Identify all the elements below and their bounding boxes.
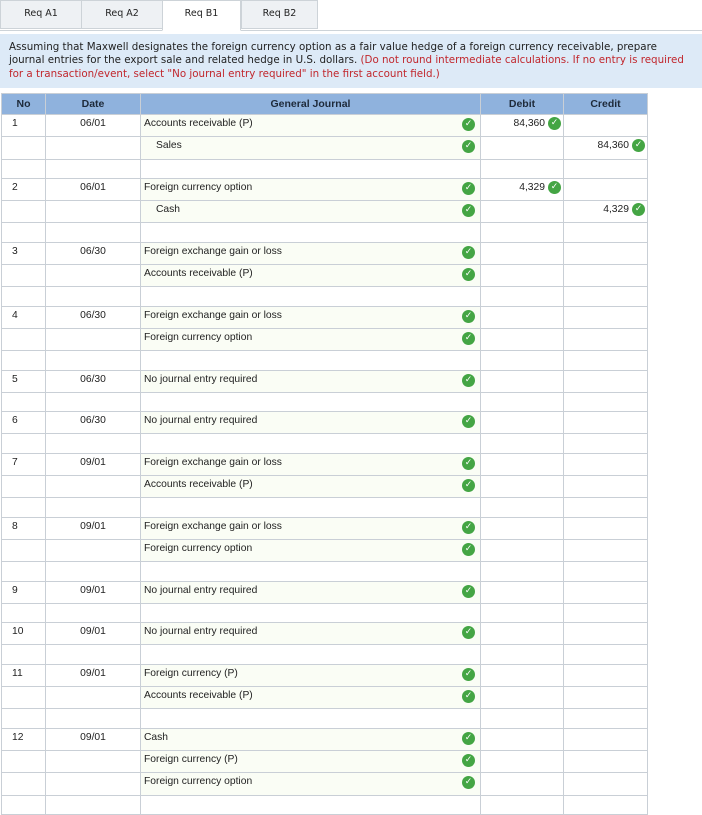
journal-entry-line [2, 265, 648, 287]
spacer-cell [2, 562, 46, 581]
entry-number: 1 [2, 115, 46, 137]
debit-field[interactable] [481, 370, 564, 392]
spacer-cell [141, 159, 481, 178]
spacer-cell [46, 159, 141, 178]
spacer-cell [2, 709, 46, 728]
credit-field[interactable] [564, 137, 648, 159]
spacer-cell [481, 392, 564, 411]
account-field[interactable] [141, 539, 481, 561]
credit-field[interactable] [564, 476, 648, 498]
correct-check-icon: ✓ [462, 690, 475, 703]
credit-field[interactable] [564, 623, 648, 645]
account-field[interactable] [141, 476, 481, 498]
entry-spacer-row [2, 434, 648, 453]
entry-number [2, 265, 46, 287]
credit-field[interactable] [564, 773, 648, 795]
account-field[interactable] [141, 581, 481, 603]
debit-field[interactable] [481, 664, 564, 686]
account-field[interactable] [141, 664, 481, 686]
journal-entry-line [2, 201, 648, 223]
entry-date[interactable]: 06/30 [46, 412, 141, 434]
correct-check-icon: ✓ [462, 118, 475, 131]
spacer-cell [46, 795, 141, 814]
spacer-cell [564, 434, 648, 453]
entry-number: 2 [2, 178, 46, 200]
spacer-cell [46, 645, 141, 664]
spacer-cell [2, 287, 46, 306]
debit-field[interactable] [481, 687, 564, 709]
spacer-cell [481, 159, 564, 178]
account-field[interactable] [141, 773, 481, 795]
account-field[interactable] [141, 201, 481, 223]
tab-req-b2[interactable]: Req B2 [241, 0, 318, 29]
account-name: Foreign exchange gain or loss [144, 309, 282, 321]
account-name: No journal entry required [144, 626, 258, 638]
entry-date[interactable]: 09/01 [46, 728, 141, 750]
credit-field[interactable] [564, 370, 648, 392]
journal-entry-line [2, 581, 648, 603]
journal-entry-line [2, 687, 648, 709]
spacer-cell [481, 434, 564, 453]
correct-check-icon: ✓ [548, 117, 561, 130]
spacer-cell [46, 287, 141, 306]
spacer-cell [2, 223, 46, 242]
account-field[interactable] [141, 242, 481, 264]
entry-date[interactable]: 06/01 [46, 115, 141, 137]
spacer-cell [141, 351, 481, 370]
account-name: Foreign currency (P) [144, 667, 238, 679]
entry-number [2, 687, 46, 709]
spacer-cell [141, 562, 481, 581]
correct-check-icon: ✓ [462, 310, 475, 323]
debit-field[interactable] [481, 328, 564, 350]
spacer-cell [141, 603, 481, 622]
spacer-cell [564, 159, 648, 178]
spacer-cell [481, 645, 564, 664]
journal-entry-line [2, 115, 648, 137]
spacer-cell [2, 603, 46, 622]
spacer-cell [141, 287, 481, 306]
entry-number [2, 201, 46, 223]
debit-field[interactable] [481, 476, 564, 498]
journal-entry-line [2, 664, 648, 686]
spacer-cell [2, 159, 46, 178]
spacer-cell [141, 434, 481, 453]
account-field[interactable] [141, 623, 481, 645]
debit-field[interactable] [481, 750, 564, 772]
tab-req-a2[interactable]: Req A2 [81, 0, 163, 29]
entry-date[interactable]: 06/30 [46, 242, 141, 264]
header-date: Date [46, 94, 141, 115]
correct-check-icon: ✓ [462, 182, 475, 195]
entry-spacer-row [2, 223, 648, 242]
debit-field[interactable] [481, 242, 564, 264]
correct-check-icon: ✓ [462, 754, 475, 767]
debit-field[interactable] [481, 453, 564, 475]
account-name: Accounts receivable (P) [144, 479, 253, 491]
spacer-cell [46, 392, 141, 411]
entry-spacer-row [2, 562, 648, 581]
correct-check-icon: ✓ [462, 457, 475, 470]
account-name: Cash [144, 731, 169, 743]
spacer-cell [564, 795, 648, 814]
tab-bar [0, 0, 702, 30]
spacer-cell [141, 223, 481, 242]
tab-divider [0, 30, 702, 31]
journal-entry-line [2, 306, 648, 328]
account-field[interactable] [141, 265, 481, 287]
spacer-cell [481, 351, 564, 370]
account-name: Foreign currency option [144, 776, 253, 788]
debit-field[interactable] [481, 201, 564, 223]
spacer-cell [564, 498, 648, 517]
account-name: Foreign currency (P) [144, 753, 238, 765]
debit-amount: 4,329 [519, 181, 545, 193]
entry-date[interactable]: 06/30 [46, 370, 141, 392]
account-field[interactable] [141, 370, 481, 392]
entry-number: 10 [2, 623, 46, 645]
entry-spacer-row [2, 603, 648, 622]
journal-entry-line [2, 370, 648, 392]
entry-number: 9 [2, 581, 46, 603]
spacer-cell [564, 223, 648, 242]
spacer-cell [46, 709, 141, 728]
spacer-cell [46, 223, 141, 242]
entry-date[interactable] [46, 539, 141, 561]
entry-date[interactable]: 09/01 [46, 623, 141, 645]
entry-date[interactable]: 09/01 [46, 453, 141, 475]
correct-check-icon: ✓ [462, 732, 475, 745]
tab-req-b1[interactable]: Req B1 [162, 0, 241, 31]
header-general-journal: General Journal [141, 94, 481, 115]
correct-check-icon: ✓ [632, 203, 645, 216]
entry-spacer-row [2, 709, 648, 728]
entry-spacer-row [2, 498, 648, 517]
entry-date[interactable] [46, 201, 141, 223]
entry-date[interactable] [46, 137, 141, 159]
credit-field[interactable] [564, 201, 648, 223]
journal-entry-line [2, 539, 648, 561]
correct-check-icon: ✓ [462, 585, 475, 598]
debit-field[interactable] [481, 517, 564, 539]
spacer-cell [481, 795, 564, 814]
entry-number: 7 [2, 453, 46, 475]
credit-field[interactable] [564, 412, 648, 434]
account-name: Foreign exchange gain or loss [144, 245, 282, 257]
entry-spacer-row [2, 351, 648, 370]
debit-field[interactable] [481, 773, 564, 795]
account-field[interactable] [141, 728, 481, 750]
account-name: No journal entry required [144, 415, 258, 427]
spacer-cell [564, 287, 648, 306]
table-header-row [2, 94, 648, 115]
account-name: No journal entry required [144, 584, 258, 596]
credit-amount: 4,329 [603, 204, 629, 216]
account-field[interactable] [141, 115, 481, 137]
credit-field[interactable] [564, 306, 648, 328]
spacer-cell [46, 562, 141, 581]
entry-number: 6 [2, 412, 46, 434]
credit-field[interactable] [564, 517, 648, 539]
spacer-cell [2, 434, 46, 453]
entry-number: 12 [2, 728, 46, 750]
account-name: Accounts receivable (P) [144, 118, 253, 129]
correct-check-icon: ✓ [462, 415, 475, 428]
correct-check-icon: ✓ [548, 181, 561, 194]
entry-date[interactable] [46, 773, 141, 795]
account-field[interactable] [141, 750, 481, 772]
account-name: Foreign currency option [144, 542, 253, 554]
spacer-cell [141, 392, 481, 411]
correct-check-icon: ✓ [462, 140, 475, 153]
tab-req-a1[interactable]: Req A1 [0, 0, 82, 29]
entry-number [2, 750, 46, 772]
debit-amount: 84,360 [513, 118, 545, 129]
journal-entry-line [2, 328, 648, 350]
spacer-cell [564, 709, 648, 728]
journal-entry-line [2, 773, 648, 795]
journal-entry-line [2, 178, 648, 200]
debit-field[interactable] [481, 265, 564, 287]
correct-check-icon: ✓ [462, 332, 475, 345]
correct-check-icon: ✓ [462, 521, 475, 534]
spacer-cell [46, 603, 141, 622]
journal-table [1, 93, 648, 815]
credit-amount: 84,360 [597, 140, 629, 152]
debit-field[interactable] [481, 728, 564, 750]
account-name: Foreign currency option [144, 181, 253, 193]
instructions-text: Assuming that Maxwell designates the foreign currency option as a fair value hedge of a foreign currency receivable, prepare journal entries for the export sale and related hedge in U.S. dollars. [9, 41, 657, 67]
entry-date[interactable] [46, 687, 141, 709]
account-field[interactable] [141, 178, 481, 200]
entry-number [2, 539, 46, 561]
account-field[interactable] [141, 687, 481, 709]
header-credit: Credit [564, 94, 648, 115]
entry-date[interactable]: 09/01 [46, 581, 141, 603]
account-field[interactable] [141, 328, 481, 350]
entry-number [2, 773, 46, 795]
spacer-cell [564, 351, 648, 370]
debit-field[interactable] [481, 178, 564, 200]
credit-field[interactable] [564, 750, 648, 772]
correct-check-icon: ✓ [462, 204, 475, 217]
correct-check-icon: ✓ [632, 139, 645, 152]
spacer-cell [564, 562, 648, 581]
header-debit: Debit [481, 94, 564, 115]
entry-date[interactable] [46, 265, 141, 287]
correct-check-icon: ✓ [462, 268, 475, 281]
entry-number [2, 476, 46, 498]
entry-number: 8 [2, 517, 46, 539]
credit-field[interactable] [564, 265, 648, 287]
debit-field[interactable] [481, 581, 564, 603]
credit-field[interactable] [564, 539, 648, 561]
spacer-cell [46, 434, 141, 453]
entry-date[interactable]: 06/01 [46, 178, 141, 200]
spacer-cell [481, 223, 564, 242]
debit-field[interactable] [481, 306, 564, 328]
spacer-cell [481, 287, 564, 306]
account-field[interactable] [141, 453, 481, 475]
account-name: No journal entry required [144, 373, 258, 385]
correct-check-icon: ✓ [462, 246, 475, 259]
journal-entry-line [2, 453, 648, 475]
spacer-cell [141, 709, 481, 728]
correct-check-icon: ✓ [462, 543, 475, 556]
spacer-cell [141, 498, 481, 517]
account-field[interactable] [141, 517, 481, 539]
instructions-panel [0, 34, 702, 88]
spacer-cell [481, 562, 564, 581]
entry-number [2, 137, 46, 159]
entry-date[interactable]: 09/01 [46, 517, 141, 539]
header-no: No [2, 94, 46, 115]
spacer-cell [2, 392, 46, 411]
credit-field[interactable] [564, 581, 648, 603]
credit-field[interactable] [564, 664, 648, 686]
correct-check-icon: ✓ [462, 668, 475, 681]
entry-spacer-row [2, 392, 648, 411]
spacer-cell [2, 795, 46, 814]
debit-field[interactable] [481, 115, 564, 137]
debit-field[interactable] [481, 623, 564, 645]
credit-field[interactable] [564, 453, 648, 475]
entry-spacer-row [2, 159, 648, 178]
spacer-cell [564, 645, 648, 664]
debit-field[interactable] [481, 412, 564, 434]
credit-field[interactable] [564, 178, 648, 200]
entry-number: 5 [2, 370, 46, 392]
account-field[interactable] [141, 412, 481, 434]
account-name: Sales [156, 140, 182, 152]
journal-entry-line [2, 412, 648, 434]
spacer-cell [2, 351, 46, 370]
journal-entry-line [2, 623, 648, 645]
spacer-cell [141, 795, 481, 814]
account-field[interactable] [141, 137, 481, 159]
spacer-cell [564, 603, 648, 622]
credit-field[interactable] [564, 242, 648, 264]
spacer-cell [481, 498, 564, 517]
debit-field[interactable] [481, 539, 564, 561]
entry-date[interactable] [46, 476, 141, 498]
instructions-note: (Do not round intermediate calculations. If no entry is required for a transaction/event, select "No journal entry required" in the first account field.) [9, 54, 684, 80]
journal-entry-line [2, 750, 648, 772]
journal-entry-line [2, 728, 648, 750]
entry-date[interactable]: 06/30 [46, 306, 141, 328]
correct-check-icon: ✓ [462, 776, 475, 789]
spacer-cell [481, 709, 564, 728]
account-name: Accounts receivable (P) [144, 268, 253, 280]
correct-check-icon: ✓ [462, 479, 475, 492]
entry-number [2, 328, 46, 350]
credit-field[interactable] [564, 115, 648, 137]
entry-spacer-row [2, 645, 648, 664]
journal-entry-line [2, 517, 648, 539]
journal-entry-line [2, 242, 648, 264]
spacer-cell [2, 498, 46, 517]
entry-number: 4 [2, 306, 46, 328]
credit-field[interactable] [564, 328, 648, 350]
journal-entry-line [2, 137, 648, 159]
account-name: Accounts receivable (P) [144, 690, 253, 702]
credit-field[interactable] [564, 728, 648, 750]
entry-number: 11 [2, 664, 46, 686]
account-name: Foreign currency option [144, 331, 253, 343]
credit-field[interactable] [564, 687, 648, 709]
spacer-cell [46, 351, 141, 370]
account-field[interactable] [141, 306, 481, 328]
correct-check-icon: ✓ [462, 374, 475, 387]
correct-check-icon: ✓ [462, 626, 475, 639]
entry-date[interactable] [46, 328, 141, 350]
journal-entry-line [2, 476, 648, 498]
account-name: Foreign exchange gain or loss [144, 520, 282, 532]
spacer-cell [2, 645, 46, 664]
entry-date[interactable] [46, 750, 141, 772]
spacer-cell [141, 645, 481, 664]
account-name: Cash [156, 204, 181, 216]
entry-number: 3 [2, 242, 46, 264]
spacer-cell [46, 498, 141, 517]
account-name: Foreign exchange gain or loss [144, 456, 282, 468]
entry-spacer-row [2, 287, 648, 306]
entry-date[interactable]: 09/01 [46, 664, 141, 686]
journal-body [2, 115, 648, 815]
spacer-cell [481, 603, 564, 622]
debit-field[interactable] [481, 137, 564, 159]
entry-spacer-row [2, 795, 648, 814]
spacer-cell [564, 392, 648, 411]
